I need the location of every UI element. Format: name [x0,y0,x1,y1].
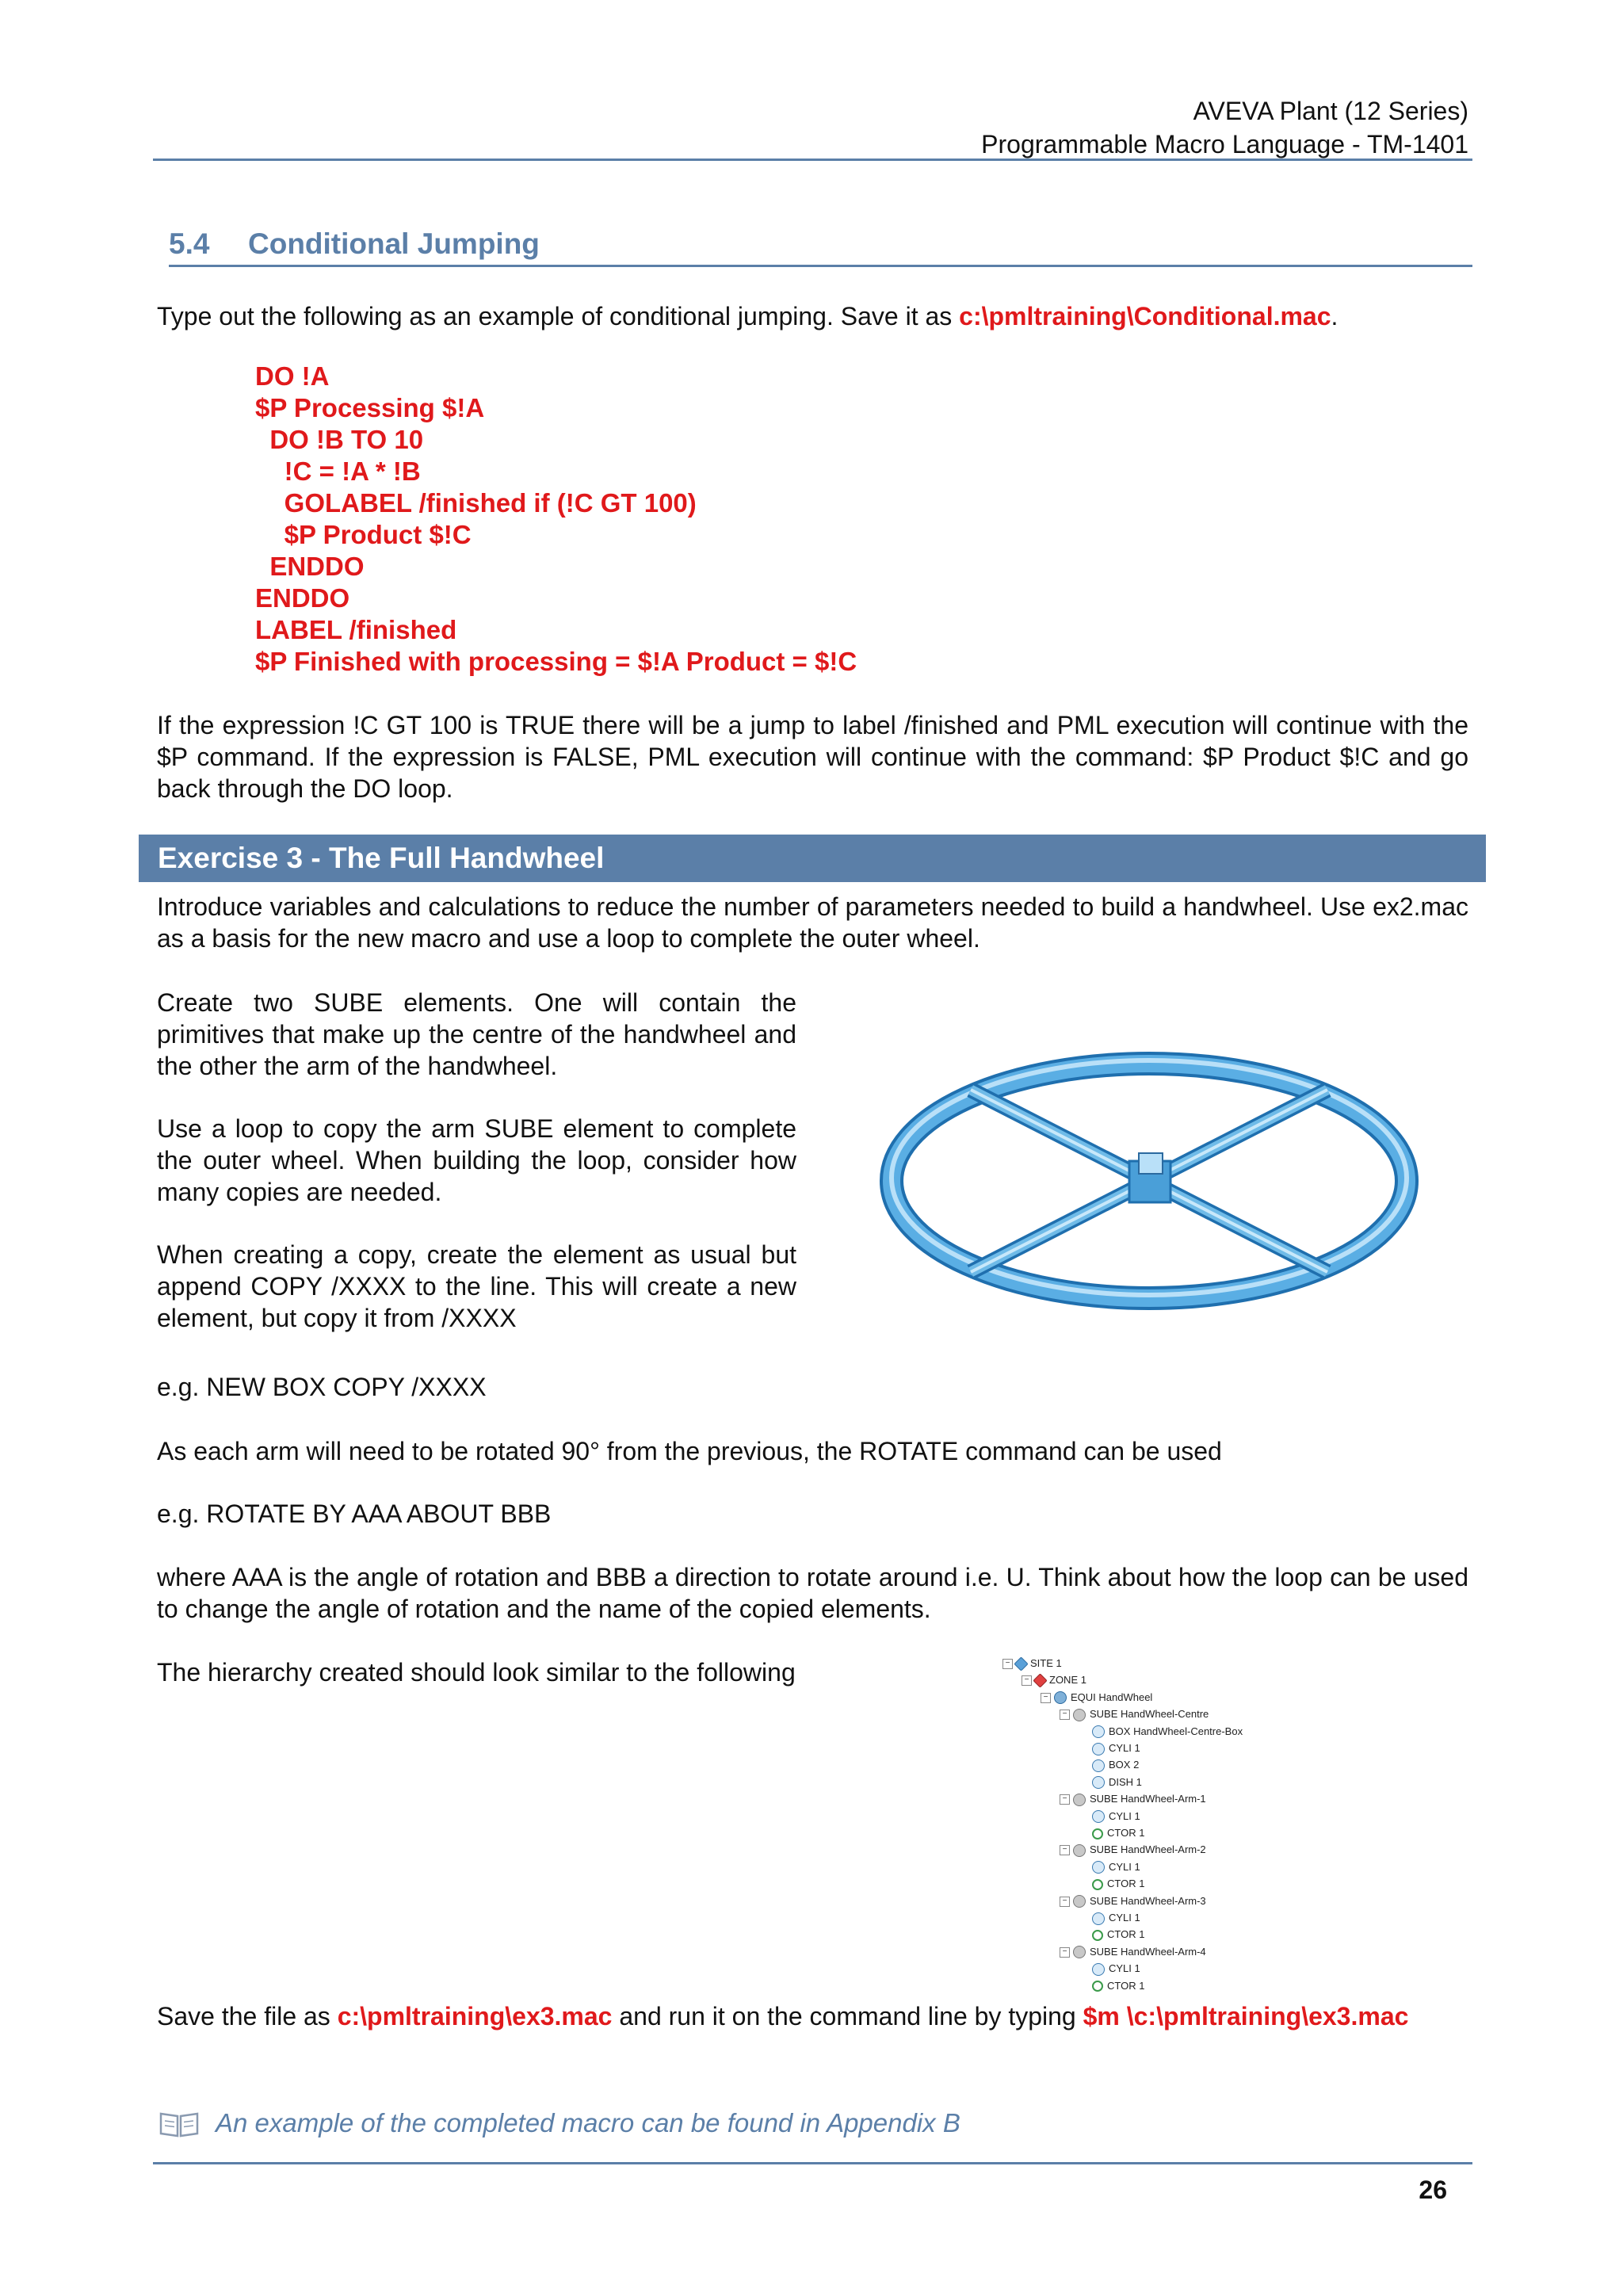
exercise-p2: Use a loop to copy the arm SUBE element to complete the outer wheel. When building the loop, consider how many copies are needed. [157,1114,796,1206]
intro-paragraph: Type out the following as an example of conditional jumping. Save it as c:\pmltraining\Conditional.mac. [157,302,1338,330]
collapse-toggle-icon[interactable]: − [1060,1947,1070,1958]
tree-node[interactable] [1079,1774,1142,1790]
collapse-toggle-icon[interactable]: − [1060,1897,1070,1907]
tree-node[interactable] [1060,1706,1209,1722]
torus-icon [1092,1981,1103,1992]
exercise-p3: When creating a copy, create the element as usual but append COPY /XXXX to the line. This will create a new element, but copy it from /XXXX [157,1240,796,1332]
tree-node[interactable] [1079,1859,1140,1875]
sube-icon [1073,1895,1086,1908]
collapse-toggle-icon[interactable]: − [1060,1845,1070,1855]
collapse-toggle-icon[interactable]: − [1002,1659,1013,1669]
code-line: ENDDO [255,583,350,613]
code-line: $P Finished with processing = $!A Product = $!C [255,647,857,676]
cylinder-icon [1092,1743,1105,1755]
box-icon [1092,1759,1105,1772]
tree-node-label: SUBE HandWheel-Arm-1 [1090,1793,1206,1805]
code-line: DO !A [255,361,330,391]
tree-node-label: SUBE HandWheel-Arm-4 [1090,1945,1206,1958]
sube-icon [1073,1709,1086,1721]
exercise-p5: where AAA is the angle of rotation and BBB a direction to rotate around i.e. U. Think about how the loop can be used to change the angle of rotation and the name of the copied elements. [157,1563,1468,1623]
tree-node[interactable] [1079,1909,1140,1926]
example-rotate: e.g. ROTATE BY AAA ABOUT BBB [157,1499,552,1528]
tree-node-label: CYLI 1 [1109,1962,1140,1975]
code-line: LABEL /finished [255,615,457,644]
tree-node-label: CTOR 1 [1107,1827,1145,1839]
code-line: ENDDO [255,552,365,581]
book-icon [158,2110,200,2138]
collapse-toggle-icon[interactable]: − [1041,1693,1051,1703]
tree-node[interactable] [1079,1808,1140,1824]
section-number: 5.4 [169,227,210,260]
tree-node-label: CYLI 1 [1109,1860,1140,1873]
example-new-box: e.g. NEW BOX COPY /XXXX [157,1373,487,1401]
header-divider [153,159,1472,161]
exercise-intro: Introduce variables and calculations to reduce the number of parameters needed to build a handwheel. Use ex2.mac as a basis for the new macro and use a loop to complete the outer wheel. [157,892,1468,953]
tree-node[interactable] [1002,1655,1062,1671]
page-number: 26 [1419,2176,1447,2204]
section-title: Conditional Jumping [248,227,540,260]
appendix-note: An example of the completed macro can be found in Appendix B [216,2108,960,2137]
code-line: !C = !A * !B [255,457,421,486]
tree-node-label: SITE 1 [1030,1657,1062,1669]
tree-node-label: SUBE HandWheel-Arm-2 [1090,1843,1206,1856]
tree-node[interactable] [1060,1943,1206,1960]
explain-paragraph: If the expression !C GT 100 is TRUE there will be a jump to label /finished and PML execution will continue with the $P command. If the expression is FALSE, PML execution will continue with the command: $P Product $!C and go back through the DO loop. [157,711,1468,803]
save-paragraph: Save the file as c:\pmltraining\ex3.mac and run it on the command line by typing $m \c:\pmltraining\ex3.mac [157,2002,1409,2030]
tree-node[interactable] [1079,1977,1144,1994]
torus-icon [1092,1828,1103,1839]
tree-node-label: DISH 1 [1109,1775,1142,1788]
doc-header-title: AVEVA Plant (12 Series) [1193,97,1468,125]
box-icon [1092,1725,1105,1738]
conditional-file-path: c:\pmltraining\Conditional.mac [959,302,1331,330]
tree-node-label: CTOR 1 [1107,1979,1145,1992]
zone-icon [1033,1674,1047,1688]
hierarchy-tree [1002,1655,1335,1996]
tree-node-label: CYLI 1 [1109,1912,1140,1924]
site-icon [1014,1656,1028,1671]
tree-node-label: CTOR 1 [1107,1928,1145,1941]
tree-node-label: EQUI HandWheel [1071,1690,1153,1703]
tree-node[interactable] [1079,1723,1243,1740]
tree-node-label: BOX 2 [1109,1759,1140,1771]
handwheel-illustration [876,983,1423,1316]
code-line: DO !B TO 10 [255,425,424,454]
doc-header-subtitle: Programmable Macro Language - TM-1401 [981,130,1468,159]
ex3-file-path: c:\pmltraining\ex3.mac [337,2002,613,2030]
code-line: $P Processing $!A [255,393,485,422]
tree-node[interactable] [1079,1960,1140,1977]
section-divider [169,265,1472,267]
equipment-icon [1054,1691,1067,1704]
code-line: $P Product $!C [255,520,472,549]
tree-node[interactable] [1079,1740,1140,1756]
tree-node-label: ZONE 1 [1049,1674,1086,1687]
dish-icon [1092,1776,1105,1789]
tree-node[interactable] [1079,1756,1139,1773]
collapse-toggle-icon[interactable]: − [1022,1675,1032,1686]
footer-divider [153,2162,1472,2164]
exercise-p6: The hierarchy created should look similar to the following [157,1658,796,1687]
tree-node-label: CYLI 1 [1109,1742,1140,1754]
run-command: $m \c:\pmltraining\ex3.mac [1083,2002,1409,2030]
cylinder-icon [1092,1861,1105,1874]
section-heading [169,227,540,261]
tree-node-label: CTOR 1 [1107,1878,1145,1890]
sube-icon [1073,1946,1086,1958]
cylinder-icon [1092,1912,1105,1925]
tree-node-label: BOX HandWheel-Centre-Box [1109,1725,1243,1737]
tree-node[interactable] [1079,1824,1144,1841]
torus-icon [1092,1930,1103,1941]
tree-node-label: CYLI 1 [1109,1809,1140,1822]
tree-node[interactable] [1022,1671,1086,1688]
tree-node-label: SUBE HandWheel-Centre [1090,1708,1209,1721]
cylinder-icon [1092,1963,1105,1976]
collapse-toggle-icon[interactable]: − [1060,1710,1070,1720]
torus-icon [1092,1879,1103,1890]
collapse-toggle-icon[interactable]: − [1060,1794,1070,1805]
tree-node[interactable] [1041,1689,1152,1706]
tree-node[interactable] [1060,1893,1206,1909]
tree-node[interactable] [1079,1926,1144,1943]
code-block [255,361,857,678]
exercise-p4: As each arm will need to be rotated 90° from the previous, the ROTATE command can be used [157,1437,1222,1465]
exercise-title-bar: Exercise 3 - The Full Handwheel [139,835,1486,882]
exercise-p1: Create two SUBE elements. One will contain the primitives that make up the centre of the handwheel and the other the arm of the handwheel. [157,988,796,1080]
tree-node[interactable] [1079,1875,1144,1892]
tree-node-label: SUBE HandWheel-Arm-3 [1090,1894,1206,1907]
sube-icon [1073,1844,1086,1857]
cylinder-icon [1092,1810,1105,1823]
sube-icon [1073,1794,1086,1806]
tree-node[interactable] [1060,1841,1206,1858]
tree-node[interactable] [1060,1790,1206,1807]
code-line: GOLABEL /finished if (!C GT 100) [255,488,697,518]
